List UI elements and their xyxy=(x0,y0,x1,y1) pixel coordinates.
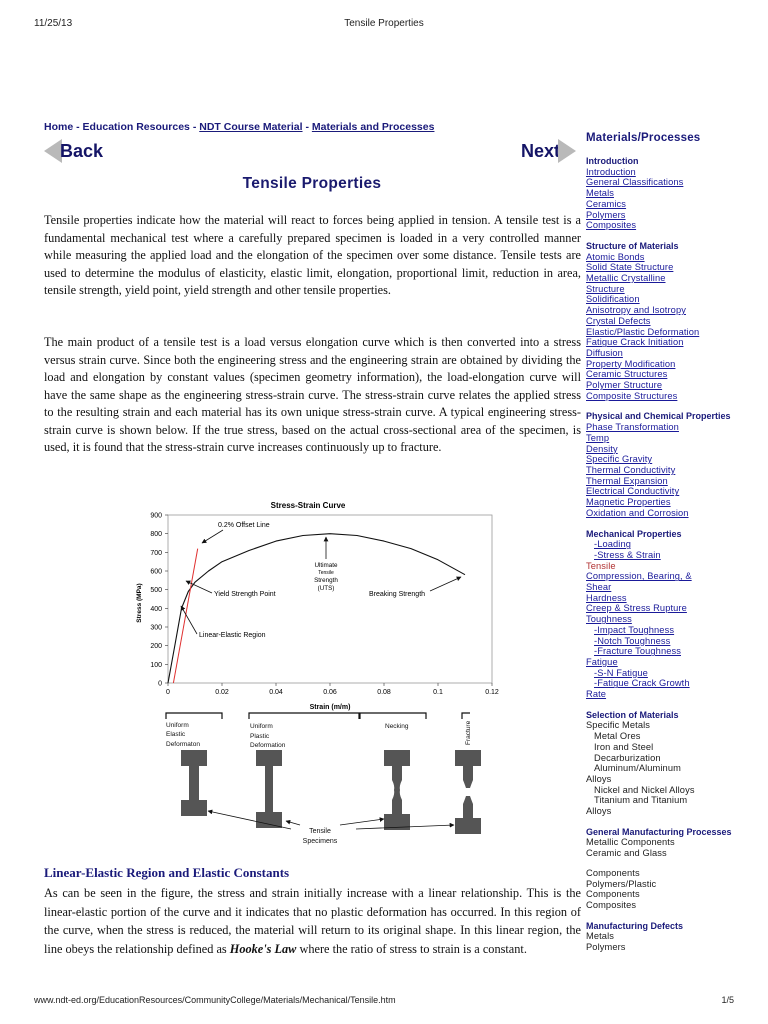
sidebar-item[interactable]: Electrical Conductivity xyxy=(586,486,680,497)
sidebar-item[interactable]: Magnetic Properties xyxy=(586,497,671,508)
print-page-number: 1/5 xyxy=(721,995,734,1005)
uts-label-2: Tensile xyxy=(318,570,334,576)
sidebar-item[interactable]: -Stress & Strain xyxy=(594,549,661,560)
uts-label-1: Ultimate xyxy=(314,562,338,569)
specimen-necking xyxy=(384,750,410,830)
y-tick-label: 600 xyxy=(150,568,162,576)
sidebar-item[interactable]: Fatigue Crack Initiation xyxy=(586,337,684,348)
paragraph-text: As can be seen in the figure, the stress and strain initially increase with a linear relationship. This is the linear-elastic portion of the curve and it indicates that no plastic deformation has occurred. In this region of the curve, when the stress is reduced, the material will return to its original shape. In this linear region, the line obeys the relationship defined as xyxy=(44,886,581,956)
sidebar-item[interactable]: Specific Metals xyxy=(586,720,651,731)
plot-frame xyxy=(168,515,492,683)
offset-line-label: 0.2% Offset Line xyxy=(218,522,270,529)
sidebar-item[interactable]: Polymers xyxy=(586,942,626,953)
next-button[interactable] xyxy=(521,138,576,164)
sidebar-item[interactable]: Introduction xyxy=(586,166,636,177)
sidebar-item[interactable]: Toughness xyxy=(586,614,632,625)
print-url: www.ndt-ed.org/EducationResources/CommunityCollege/Materials/Mechanical/Tensile.htm xyxy=(34,995,396,1005)
stage-fracture: Fracture xyxy=(465,720,472,745)
breadcrumb-separator: - xyxy=(189,121,200,133)
y-tick-label: 400 xyxy=(150,605,162,613)
y-axis-label: Stress (MPa) xyxy=(136,583,143,623)
breaking-strength-label: Breaking Strength xyxy=(369,591,426,598)
uts-label-3: Strength xyxy=(314,577,338,584)
sidebar-item[interactable]: General Classifications xyxy=(586,177,684,188)
sidebar-item[interactable]: Structure xyxy=(586,283,625,294)
print-date: 11/25/13 xyxy=(34,18,73,29)
sidebar-item[interactable]: Property Modification xyxy=(586,358,676,369)
sidebar-item[interactable]: Polymers/Plastic xyxy=(586,878,657,889)
x-axis-label: Strain (m/m) xyxy=(309,704,351,711)
sidebar-section xyxy=(586,529,736,700)
specimen-fracture xyxy=(455,750,481,834)
sidebar-item[interactable]: Density xyxy=(586,443,618,454)
x-tick-label: 0.02 xyxy=(215,689,229,696)
x-tick-label: 0 xyxy=(166,689,170,696)
sidebar-item[interactable]: Components xyxy=(586,867,640,878)
sidebar-item[interactable]: Creep & Stress Rupture xyxy=(586,603,687,614)
stage-uniform-elastic-2: Elastic xyxy=(166,731,186,738)
intro-paragraph: Tensile properties indicate how the material will react to forces being applied in tension. A tensile test is a fundamental mechanical test where a carefully prepared specimen is loaded in a very controlled manner while measuring the applied load and the elongation of the specimen over some distance. Tensile tests are used to determine the modulus of elasticity, elastic limit, elongation, proportional limit, reduction in area, tensile strength, yield point, yield strength and other tensile properties. xyxy=(44,213,581,297)
sidebar-item[interactable]: Decarburization xyxy=(594,752,661,763)
sidebar-section-heading: Introduction xyxy=(586,156,639,166)
sidebar-section-heading: Structure of Materials xyxy=(586,240,679,251)
y-tick-label: 900 xyxy=(150,512,162,520)
sidebar-section xyxy=(586,921,736,953)
sidebar-item[interactable]: Iron and Steel xyxy=(594,741,654,752)
sidebar-item[interactable]: Alloys xyxy=(586,806,612,817)
stress-strain-paragraph: The main product of a tensile test is a load versus elongation curve which is then converted into a stress versus strain curve. Since both the engineering stress and the engineering strain are obtained by dividing the load and elongation by constant values (specimen geometry information), the load-elongation curve will have the same shape as the engineering stress-strain curve. The stress-strain curve relates the applied stress to the resulting strain and each material has its own unique stress-strain curve. A typical engineering stress-strain curve is shown below. If the true stress, based on the actual cross-sectional area of the specimen, is used, it is found that the stress-strain curve increases continuously up to fracture. xyxy=(44,335,581,454)
sidebar-item[interactable]: -S-N Fatigue xyxy=(594,667,648,678)
sidebar-item[interactable]: Atomic Bonds xyxy=(586,251,645,262)
sidebar-item[interactable]: Specific Gravity xyxy=(586,454,653,465)
print-title: Tensile Properties xyxy=(344,18,424,29)
y-tick-label: 200 xyxy=(150,643,162,651)
breadcrumb-home[interactable]: Home xyxy=(44,121,74,133)
y-tick-label: 500 xyxy=(150,587,162,595)
sidebar-item[interactable]: -Fracture Toughness xyxy=(594,646,681,657)
sidebar-section xyxy=(586,411,736,518)
stage-necking: Necking xyxy=(385,723,409,730)
sidebar-item[interactable]: Compression, Bearing, & xyxy=(586,571,692,582)
sidebar-section xyxy=(586,241,736,402)
y-tick-label: 300 xyxy=(150,624,162,632)
specimens-label-1: Tensile xyxy=(309,828,331,835)
y-tick-label: 0 xyxy=(158,680,162,688)
stage-uniform-elastic-1: Uniform xyxy=(166,722,189,729)
sidebar-item[interactable]: Fatigue xyxy=(586,656,618,667)
specimens-label-2: Specimens xyxy=(302,838,338,845)
linear-elastic-paragraph xyxy=(44,884,581,958)
sidebar-item[interactable]: Components xyxy=(586,889,640,900)
chart-title: Stress-Strain Curve xyxy=(270,501,346,510)
x-tick-label: 0.12 xyxy=(485,689,499,696)
sidebar-item[interactable]: Metals xyxy=(586,931,614,942)
sidebar-item[interactable]: Nickel and Nickel Alloys xyxy=(594,784,695,795)
x-tick-label: 0.04 xyxy=(269,689,283,696)
sidebar-section-heading: Physical and Chemical Properties xyxy=(586,411,731,422)
paragraph-text: where the ratio of stress to strain is a constant. xyxy=(296,941,527,956)
sidebar-item[interactable]: Oxidation and Corrosion xyxy=(586,507,689,518)
sidebar-section-heading: Mechanical Properties xyxy=(586,528,682,539)
y-tick-label: 800 xyxy=(150,531,162,539)
sidebar xyxy=(586,132,736,963)
sidebar-section xyxy=(586,710,736,817)
sidebar-item[interactable]: Solid State Structure xyxy=(586,262,674,273)
yield-point-label: Yield Strength Point xyxy=(214,591,276,598)
sidebar-item[interactable]: Metallic Crystalline xyxy=(586,273,666,284)
sidebar-item[interactable]: Phase Transformation xyxy=(586,422,679,433)
uts-label-4: (UTS) xyxy=(317,585,335,592)
y-tick-label: 700 xyxy=(150,549,162,557)
sidebar-item[interactable]: Metallic Components xyxy=(586,837,675,848)
sidebar-item[interactable]: Thermal Conductivity xyxy=(586,464,676,475)
sidebar-item[interactable]: -Fatigue Crack Growth xyxy=(594,678,690,689)
section-heading-linear-elastic: Linear-Elastic Region and Elastic Constants xyxy=(44,865,290,880)
sidebar-item[interactable]: Rate xyxy=(586,689,607,700)
sidebar-item[interactable]: Diffusion xyxy=(586,347,623,358)
sidebar-item[interactable]: Solidification xyxy=(586,294,640,305)
hookes-law-term: Hooke's Law xyxy=(229,941,297,956)
next-label: Next xyxy=(521,140,561,161)
sidebar-item[interactable]: Composites xyxy=(586,220,637,231)
sidebar-item[interactable]: -Impact Toughness xyxy=(594,624,675,635)
sidebar-item[interactable]: Elastic/Plastic Deformation xyxy=(586,326,700,337)
plot-area xyxy=(150,513,499,697)
linear-elastic-label: Linear-Elastic Region xyxy=(199,632,266,639)
sidebar-item[interactable]: -Loading xyxy=(594,539,631,550)
stage-uniform-elastic-3: Deformaton xyxy=(166,741,200,748)
sidebar-item[interactable]: Shear xyxy=(586,582,612,593)
sidebar-item[interactable]: Alloys xyxy=(586,773,612,784)
x-tick-label: 0.06 xyxy=(323,689,337,696)
sidebar-section xyxy=(586,827,736,911)
sidebar-item[interactable]: -Notch Toughness xyxy=(594,635,671,646)
breadcrumb-ndt-course-material[interactable]: NDT Course Material xyxy=(199,121,303,133)
breadcrumb xyxy=(44,121,434,133)
x-tick-label: 0.08 xyxy=(377,689,391,696)
arrow-right-icon xyxy=(558,139,576,163)
sidebar-item[interactable]: Ceramic and Glass xyxy=(586,848,667,859)
stage-uniform-plastic-1: Uniform xyxy=(250,723,273,730)
sidebar-section-heading: Selection of Materials xyxy=(586,709,679,720)
sidebar-item[interactable]: Aluminum/Aluminum xyxy=(594,763,681,774)
breadcrumb-separator: - xyxy=(73,121,83,133)
sidebar-item[interactable]: Hardness xyxy=(586,592,627,603)
stage-uniform-plastic-3: Deformation xyxy=(250,742,286,749)
specimen-uniform-plastic xyxy=(256,750,282,828)
sidebar-item[interactable]: Ceramic Structures xyxy=(586,369,668,380)
breadcrumb-separator: - xyxy=(302,121,312,133)
sidebar-item[interactable]: Polymer Structure xyxy=(586,380,663,391)
stage-uniform-plastic-2: Plastic xyxy=(250,733,270,740)
sidebar-item[interactable]: Composites xyxy=(586,900,637,910)
sidebar-item[interactable]: Thermal Expansion xyxy=(586,475,668,486)
breadcrumb-education-resources[interactable]: Education Resources xyxy=(82,121,190,133)
sidebar-section xyxy=(586,156,736,231)
sidebar-section-heading: Manufacturing Defects xyxy=(586,920,684,931)
sidebar-section-heading: General Manufacturing Processes xyxy=(586,826,732,837)
sidebar-item[interactable]: Composite Structures xyxy=(586,390,678,401)
sidebar-item[interactable]: Crystal Defects xyxy=(586,315,651,326)
sidebar-item[interactable]: Ceramics xyxy=(586,198,627,209)
sidebar-item[interactable]: Polymers xyxy=(586,209,626,220)
sidebar-item[interactable]: Metals xyxy=(586,188,614,199)
stress-strain-figure xyxy=(128,493,508,853)
back-label: Back xyxy=(60,140,104,161)
back-button[interactable] xyxy=(44,138,103,164)
sidebar-item[interactable]: Tensile xyxy=(586,560,616,571)
sidebar-item[interactable]: Metal Ores xyxy=(594,731,641,742)
specimen-uniform-elastic xyxy=(181,750,207,816)
page-title: Tensile Properties xyxy=(242,175,382,192)
sidebar-title: Materials/Processes xyxy=(586,132,701,144)
x-tick-label: 0.1 xyxy=(433,689,443,696)
sidebar-item[interactable]: Temp xyxy=(586,432,610,443)
sidebar-item[interactable]: Anisotropy and Isotropy xyxy=(586,305,686,316)
breadcrumb-materials-processes[interactable]: Materials and Processes xyxy=(311,121,435,133)
y-tick-label: 100 xyxy=(150,661,162,669)
sidebar-item[interactable]: Titanium and Titanium xyxy=(594,795,688,806)
